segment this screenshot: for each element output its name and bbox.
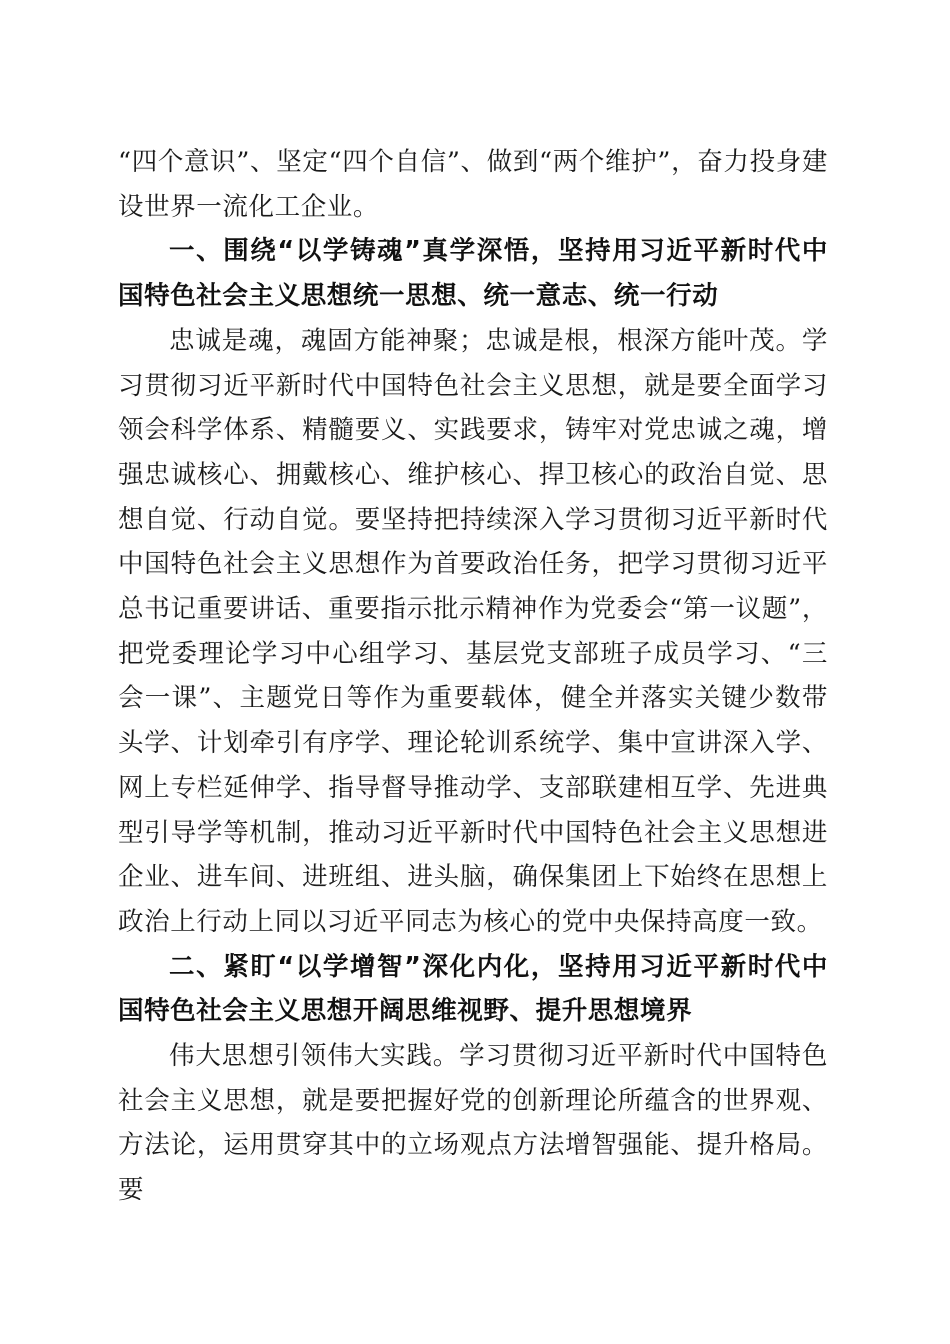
section-heading-one: 一、围绕“以学铸魂”真学深悟，坚持用习近平新时代中国特色社会主义思想统一思想、统一意志、统一行动: [118, 236, 828, 312]
document-body: [118, 140, 828, 1213]
paragraph-section-two-body: 伟大思想引领伟大实践。学习贯彻习近平新时代中国特色社会主义思想，就是要把握好党的创新理论所蕴含的世界观、方法论，运用贯穿其中的立场观点方法增智强能、提升格局。要: [118, 1041, 828, 1206]
paragraph-continuation: “四个意识”、坚定“四个自信”、做到“两个维护”，奋力投身建设世界一流化工企业。: [118, 147, 828, 222]
section-heading-two: 二、紧盯“以学增智”深化内化，坚持用习近平新时代中国特色社会主义思想开阔思维视野、提升思想境界: [118, 951, 828, 1027]
paragraph-section-one-body: 忠诚是魂，魂固方能神聚；忠诚是根，根深方能叶茂。学习贯彻习近平新时代中国特色社会主义思想，就是要全面学习领会科学体系、精髓要义、实践要求，铸牢对党忠诚之魂，增强忠诚核心、拥戴核心、维护核心、捍卫核心的政治自觉、思想自觉、行动自觉。要坚持把持续深入学习贯彻习近平新时代中国特色社会主义思想作为首要政治任务，把学习贯彻习近平总书记重要讲话、重要指示批示精神作为党委会“第一议题”，把党委理论学习中心组学习、基层党支部班子成员学习、“三会一课”、主题党日等作为重要载体，健全并落实关键少数带头学、计划牵引有序学、理论轮训系统学、集中宣讲深入学、网上专栏延伸学、指导督导推动学、支部联建相互学、先进典型引导学等机制，推动习近平新时代中国特色社会主义思想进企业、进车间、进班组、进头脑，确保集团上下始终在思想上政治上行动上同以习近平同志为核心的党中央保持高度一致。: [118, 325, 828, 937]
